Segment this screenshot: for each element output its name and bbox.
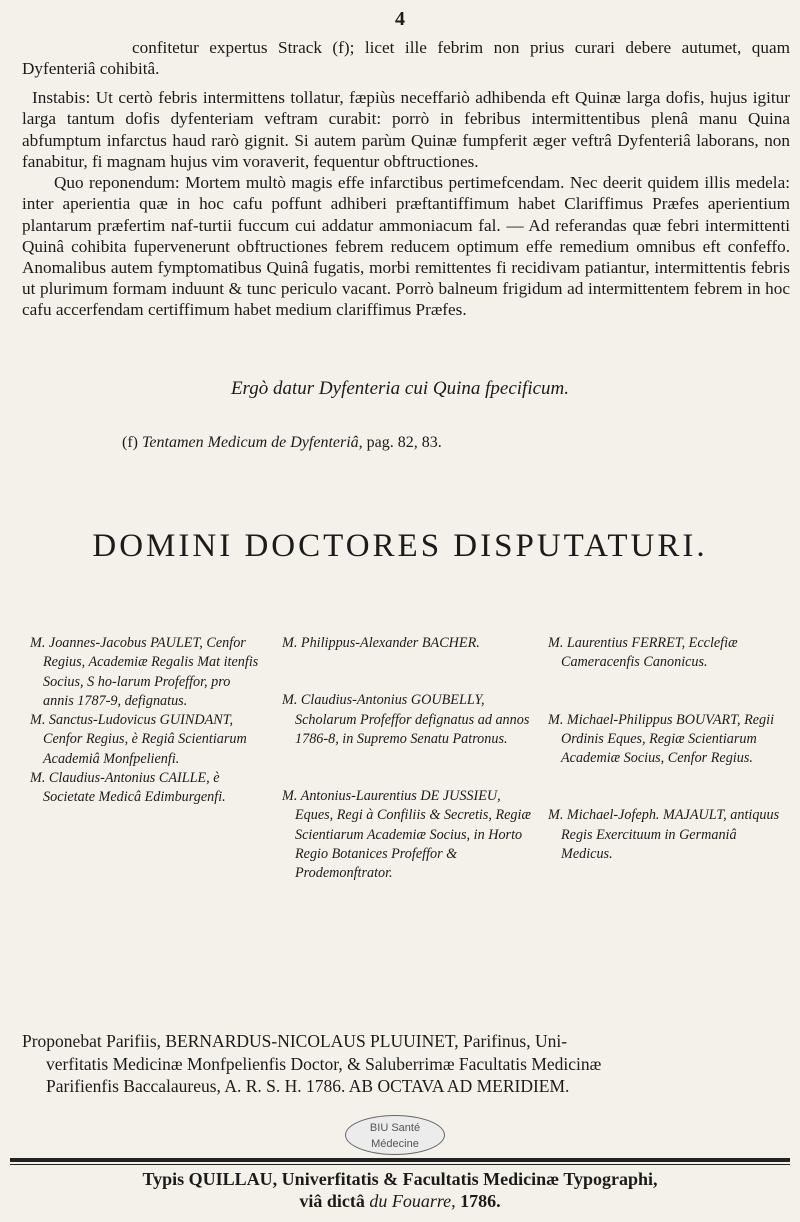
footnote-mark: (f) (122, 434, 138, 451)
section-heading: DOMINI DOCTORES DISPUTATURI. (92, 528, 708, 564)
paragraph-1: confitetur expertus Strack (f); licet ille febrim non prius curari debere autumet, quam Dyfenteriâ cohibitâ. (22, 38, 790, 79)
paragraph-2: Instabis: Ut certò febris intermittens tollatur, fæpiùs neceffariò adhibenda eft Quinæ larga dofis, hujus igitur larga tantum dofis dyfenteriam veftram curabit: porrò in febribus intermittentibus plenâ manu Quina abfumptum infarctus haud rarò gignit. Si autem parùm Quinæ fumpferit æger veftrâ Dyfenteriâ laborans, non fanabitur, fi magnam hujus vim voraverit, fequentur obftructiones. (22, 88, 790, 171)
divider-rule (10, 1158, 790, 1162)
footnote (122, 434, 442, 452)
doctor-entry: M. Antonius-Laurentius DE JUSSIEU, Eques, Regi à Confiliis & Secretis, Regiæ Scientiarum Academiæ Socius, in Horto Regio Botanices Profeffor & Prodemonftrator. (282, 788, 531, 882)
printer-street-prefix: viâ dictâ (299, 1191, 365, 1211)
doctors-column-2 (282, 634, 532, 884)
doctor-entry: M. Philippus-Alexander BACHER. (282, 635, 480, 651)
conclusion: Ergò datur Dyfenteria cui Quina fpecificum. (230, 378, 570, 399)
doctor-entry: M. Michael-Philippus BOUVART, Regii Ordinis Eques, Regiæ Scientiarum Academiæ Socius, Cenfor Regius. (548, 711, 775, 767)
doctor-entry: M. Claudius-Antonius GOUBELLY, Scholarum Profeffor defignatus ad annos 1786-8, in Supremo Senatu Patronus. (282, 692, 530, 747)
page-number: 4 (395, 8, 405, 30)
proponebat-block (22, 1030, 792, 1098)
doctor-entry: M. Laurentius FERRET, Ecclefiæ Cameracenfis Canonicus. (548, 635, 738, 671)
doctor-entry: M. Joannes-Jacobus PAULET, Cenfor Regius, Academiæ Regalis Mat itenfis Socius, S ho-larum Profeffor, pro annis 1787-9, defignatus. (30, 635, 259, 709)
divider-rule-thin (10, 1164, 790, 1165)
stamp-line: BIU Santé (369, 1122, 421, 1134)
doctors-column-3 (548, 634, 790, 864)
library-stamp (345, 1115, 445, 1155)
printer-street: du Fouarre, (369, 1191, 456, 1211)
paragraph-3: Quo reponendum: Mortem multò magis effe infarctibus pertimefcendam. Nec deerit quidem illis medela: inter aperientia quæ in hoc cafu poffunt adhiberi præftantiffimum habet Clariffimus Præfes aperientium plantarum præfertim naf-turtii fuccum cui addatur ammoniacum fal. — Ad referandas quæ febri intermittenti Quinâ cohibita fupervenerunt obftructiones febrem reducem optimum effe remedium omnibus eft confeffo. Anomalibus autem fymptomatibus Quinâ fugatis, morbi remittentes fi recidivam patiantur, intermittentis febris ut plurimum formam induunt & tunc periculo vacant. Porrò balneum frigidum ad intermittentem febrem in hoc cafu accerfendam certiffimum habet medium clariffimus Præfes. (22, 173, 790, 320)
footnote-pages: pag. 82, 83. (366, 434, 442, 451)
proponebat-line: verfitatis Medicinæ Monfpelienfis Doctor, & Saluberrimæ Facultatis Medicinæ (46, 1053, 602, 1074)
printer-year: 1786. (460, 1191, 501, 1211)
doctor-entry: M. Michael-Jofeph. MAJAULT, antiquus Regis Exercituum in Germaniâ Medicus. (548, 807, 780, 863)
doctor-entry: M. Claudius-Antonius CAILLE, è Societate Medicâ Edimburgenfi. (30, 770, 226, 806)
printer-line-2 (0, 1190, 800, 1212)
proponebat-line: Proponebat Parifiis, BERNARDUS-NICOLAUS PLUUINET, Parifinus, Uni- (22, 1031, 568, 1051)
proponebat-line: Parifienfis Baccalaureus, A. R. S. H. 1786. AB OCTAVA AD MERIDIEM. (46, 1076, 570, 1096)
doctor-entry: M. Sanctus-Ludovicus GUINDANT, Cenfor Regius, è Regiâ Scientiarum Academiâ Monfpelienfi. (30, 712, 247, 767)
printer-imprint (0, 1168, 800, 1212)
footnote-text: Tentamen Medicum de Dyfenteriâ, (141, 434, 363, 451)
doctors-column-1 (30, 634, 264, 808)
stamp-line: Médecine (371, 1138, 419, 1150)
printer-line: Typis QUILLAU, Univerfitatis & Facultatis Medicinæ Typographi, (142, 1169, 658, 1189)
